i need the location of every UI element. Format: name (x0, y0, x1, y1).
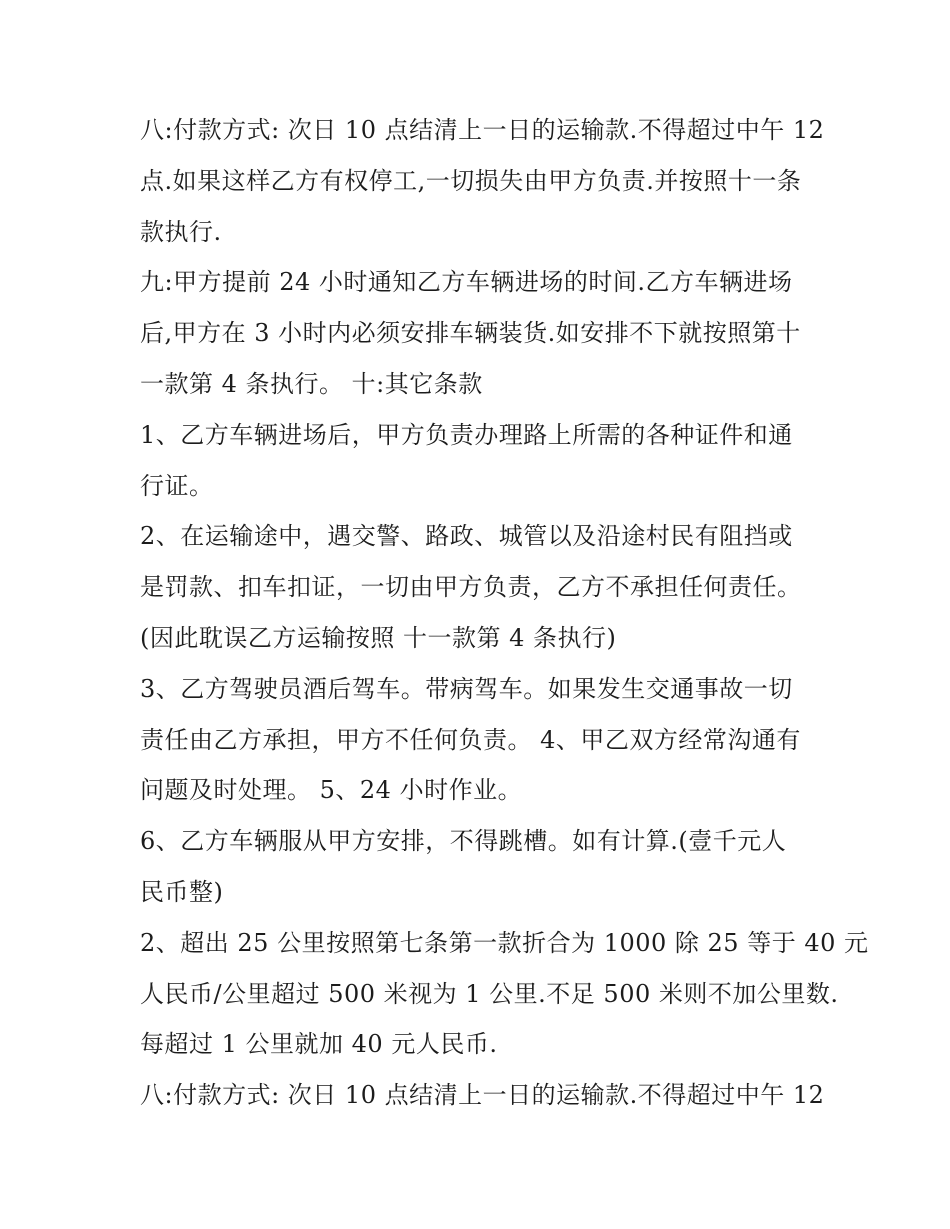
text-line: 民币整) (140, 877, 224, 906)
text-line: 后,甲方在 3 小时内必须安排车辆装货.如安排不下就按照第十 (140, 319, 801, 348)
text-line: 1、乙方车辆进场后，甲方负责办理路上所需的各种证件和通 (140, 420, 793, 449)
text-line: 6、乙方车辆服从甲方安排，不得跳槽。如有计算.(壹千元人 (140, 827, 787, 856)
text-line: 2、在运输途中，遇交警、路政、城管以及沿途村民有阻挡或 (140, 522, 793, 551)
document-body (140, 105, 869, 1121)
text-line: 2、超出 25 公里按照第七条第一款折合为 1000 除 25 等于 40 元 (140, 928, 869, 957)
text-line: 是罚款、扣车扣证，一切由甲方负责，乙方不承担任何责任。 (140, 573, 802, 602)
text-line: 3、乙方驾驶员酒后驾车。带病驾车。如果发生交通事故一切 (140, 674, 793, 703)
text-line: 责任由乙方承担，甲方不任何负责。 4、甲乙双方经常沟通有 (140, 725, 801, 754)
text-line: 八:付款方式: 次日 10 点结清上一日的运输款.不得超过中午 12 (140, 116, 825, 144)
text-line: 点.如果这样乙方有权停工,一切损失由甲方负责.并按照十一条 (140, 166, 802, 195)
text-line: 九:甲方提前 24 小时通知乙方车辆进场的时间.乙方车辆进场 (140, 268, 793, 297)
text-line: 问题及时处理。 5、24 小时作业。 (140, 776, 523, 805)
text-line: 每超过 1 公里就加 40 元人民币. (140, 1030, 498, 1059)
text-line: 款执行. (140, 217, 222, 246)
text-line: (因此耽误乙方运输按照 十一款第 4 条执行) (140, 623, 617, 652)
text-line: 八:付款方式: 次日 10 点结清上一日的运输款.不得超过中午 12 (140, 1081, 825, 1110)
text-line: 一款第 4 条执行。 十:其它条款 (140, 369, 483, 398)
text-line: 人民币/公里超过 500 米视为 1 公里.不足 500 米则不加公里数. (140, 979, 839, 1008)
text-line: 行证。 (140, 471, 214, 500)
